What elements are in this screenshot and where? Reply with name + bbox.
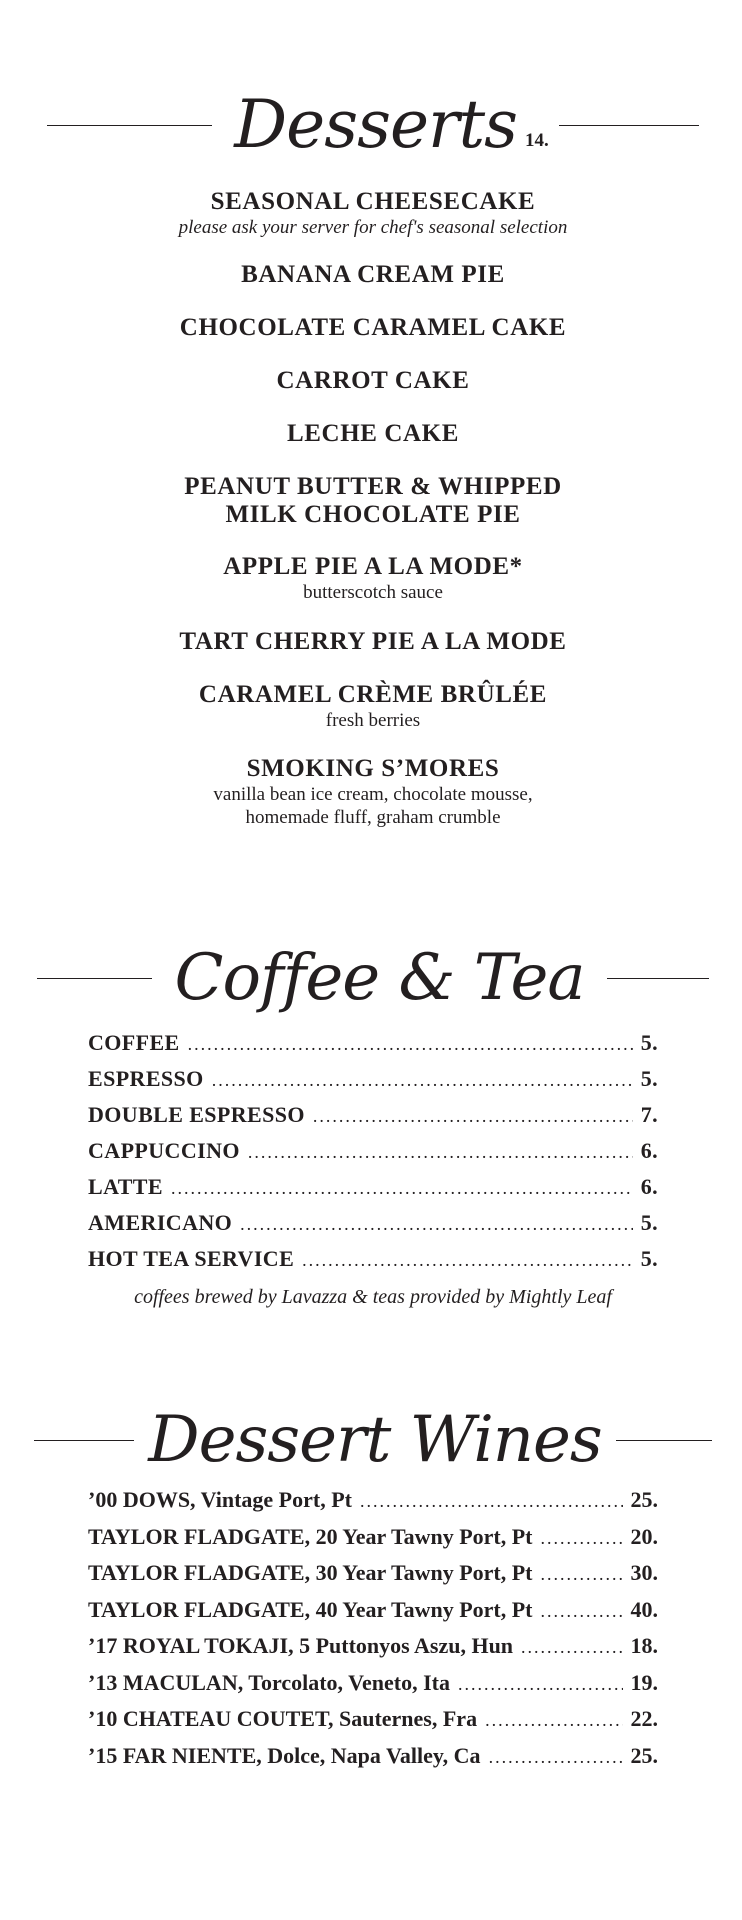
wine-item-row [88, 1706, 658, 1743]
dessert-name: LECHE CAKE [286, 420, 459, 447]
coffee-item-row [88, 1246, 658, 1282]
coffee-item-row [88, 1102, 658, 1138]
dot-leader [458, 1674, 623, 1695]
item-name: ’15 FAR NIENTE, Dolce, Napa Valley, Ca [88, 1742, 481, 1768]
item-price: 20. [630, 1523, 658, 1549]
dessert-name: TART CHERRY PIE A LA MODE [179, 628, 567, 655]
item-name: TAYLOR FLADGATE, 20 Year Tawny Port, Pt [88, 1523, 533, 1549]
coffee-footnote: coffees brewed by Lavazza & teas provided by Mightly Leaf [134, 1286, 612, 1308]
dessert-item [88, 553, 658, 604]
item-price: 19. [630, 1669, 658, 1695]
wine-item-row [88, 1560, 658, 1597]
coffee-item-row [88, 1138, 658, 1174]
item-price: 25. [630, 1742, 658, 1768]
dessert-name: SEASONAL CHEESECAKE [210, 188, 536, 215]
dot-leader [541, 1564, 623, 1585]
dessert-description: fresh berries [325, 710, 421, 731]
wine-item-row [88, 1597, 658, 1634]
item-price: 18. [630, 1633, 658, 1658]
item-name: LATTE [88, 1174, 163, 1199]
dot-leader [302, 1250, 633, 1271]
item-price: 5. [640, 1246, 658, 1271]
item-name: ’10 CHATEAU COUTET, Sauternes, Fra [88, 1706, 478, 1731]
desserts-title: Desserts [234, 86, 517, 163]
desserts-header [88, 86, 658, 163]
wine-item-row [88, 1487, 658, 1524]
item-name: AMERICANO [88, 1210, 233, 1235]
dessert-item [88, 314, 658, 342]
coffee-item-row [88, 1174, 658, 1210]
header-rule-right [559, 125, 699, 126]
item-name: ’13 MACULAN, Torcolato, Veneto, Ita [88, 1669, 450, 1695]
item-price: 5. [640, 1066, 658, 1091]
header-rule-right [616, 1440, 712, 1441]
item-price: 30. [630, 1560, 658, 1585]
dot-leader [521, 1637, 622, 1658]
dessert-item [88, 628, 658, 656]
dessert-name: CARAMEL CRÈME BRÛLÉE [198, 681, 548, 708]
dessert-description: vanilla bean ice cream, chocolate mousse, [213, 784, 533, 805]
coffee-tea-list [88, 1030, 658, 1282]
dot-leader [248, 1142, 633, 1163]
item-name: HOT TEA SERVICE [88, 1246, 295, 1271]
dot-leader [188, 1034, 633, 1055]
header-rule-left [34, 1440, 134, 1441]
dot-leader [489, 1747, 623, 1768]
dot-leader [240, 1214, 633, 1235]
header-rule-right [607, 978, 709, 979]
dot-leader [313, 1106, 633, 1127]
dot-leader [541, 1601, 623, 1622]
wine-item-row [88, 1524, 658, 1561]
item-name: ’00 DOWS, Vintage Port, Pt [88, 1487, 352, 1512]
item-name: TAYLOR FLADGATE, 40 Year Tawny Port, Pt [88, 1596, 533, 1622]
coffee-item-row [88, 1066, 658, 1102]
dot-leader [171, 1178, 633, 1199]
item-price: 5. [640, 1210, 658, 1235]
wine-item-row [88, 1633, 658, 1670]
dessert-name: CARROT CAKE [276, 367, 470, 394]
dot-leader [212, 1070, 633, 1091]
dessert-name: BANANA CREAM PIE [241, 261, 505, 288]
item-name: COFFEE [88, 1030, 180, 1055]
dessert-item [88, 261, 658, 289]
item-price: 6. [640, 1174, 658, 1199]
dessert-description: butterscotch sauce [303, 582, 443, 603]
dessert-description-line-2: homemade fluff, graham crumble [245, 807, 501, 828]
dot-leader [541, 1528, 623, 1549]
desserts-price: 14. [524, 130, 549, 151]
dot-leader [485, 1710, 622, 1731]
dessert-wines-header [88, 1403, 658, 1477]
item-price: 7. [640, 1102, 658, 1127]
item-name: DOUBLE ESPRESSO [88, 1102, 305, 1127]
dessert-name: CHOCOLATE CARAMEL CAKE [179, 314, 567, 341]
item-name: ’17 ROYAL TOKAJI, 5 Puttonyos Aszu, Hun [88, 1633, 514, 1658]
header-rule-left [37, 978, 152, 979]
dessert-name: SMOKING S’MORES [246, 755, 500, 782]
dessert-name: PEANUT BUTTER & WHIPPED [184, 473, 562, 500]
dessert-item [88, 681, 658, 732]
dot-leader [360, 1491, 623, 1512]
coffee-item-row [88, 1210, 658, 1246]
item-price: 40. [630, 1596, 658, 1622]
item-price: 5. [640, 1030, 658, 1055]
item-price: 25. [630, 1487, 658, 1512]
dessert-wines-list [88, 1487, 658, 1779]
header-rule-left [47, 125, 212, 126]
dessert-item [88, 473, 658, 529]
wine-item-row [88, 1743, 658, 1780]
dessert-name: APPLE PIE A LA MODE* [223, 553, 523, 580]
item-name: TAYLOR FLADGATE, 30 Year Tawny Port, Pt [88, 1560, 533, 1585]
coffee-tea-header [88, 941, 658, 1015]
coffee-item-row [88, 1030, 658, 1066]
dessert-name-line-2: MILK CHOCOLATE PIE [225, 501, 521, 528]
dessert-wines-title: Dessert Wines [148, 1403, 602, 1477]
item-price: 6. [640, 1138, 658, 1163]
dessert-item [88, 367, 658, 395]
item-price: 22. [630, 1706, 658, 1731]
dessert-item [88, 755, 658, 829]
item-name: CAPPUCCINO [88, 1138, 240, 1163]
item-name: ESPRESSO [88, 1066, 204, 1091]
wine-item-row [88, 1670, 658, 1707]
dessert-item [88, 188, 658, 239]
dessert-description: please ask your server for chef's seasonal selection [178, 217, 568, 238]
coffee-tea-title: Coffee & Tea [174, 941, 585, 1015]
dessert-item [88, 420, 658, 448]
desserts-list [88, 188, 658, 829]
